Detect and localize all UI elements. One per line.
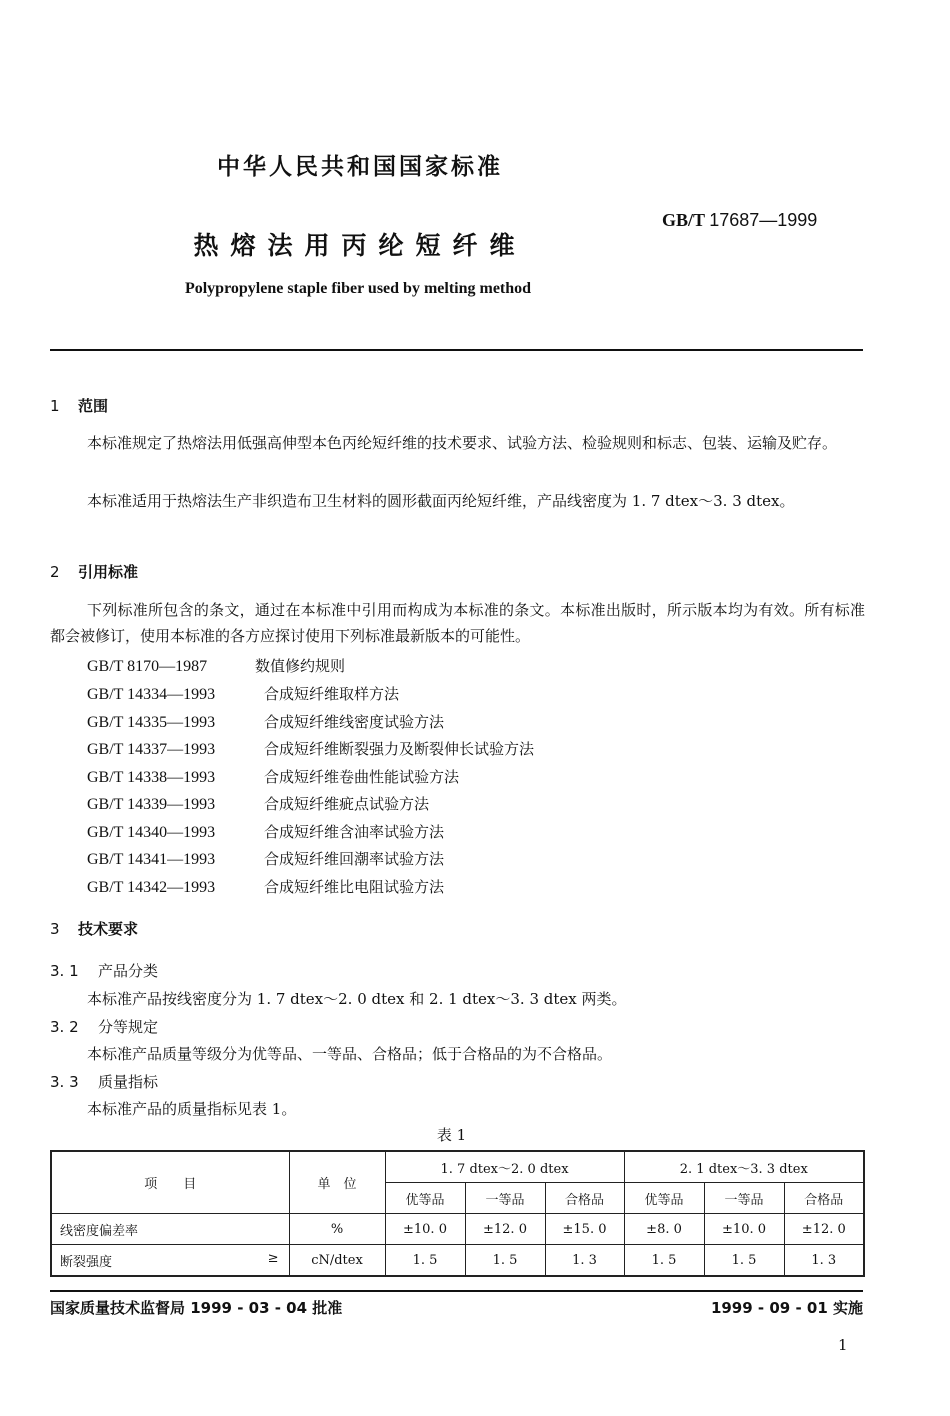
section-number: 1	[50, 397, 60, 415]
subsection-3-1-text: 本标准产品按线密度分为 1. 7 dtex～2. 0 dtex 和 2. 1 dtex～3. 3 dtex 两类。	[87, 990, 627, 1008]
row-unit: cN/dtex	[289, 1245, 385, 1277]
reference-name: 合成短纤维卷曲性能试验方法	[264, 768, 460, 786]
row-item-label: 线密度偏差率	[60, 1223, 139, 1239]
reference-code: GB/T 14334—1993	[87, 686, 216, 703]
subsection-3-2-text: 本标准产品质量等级分为优等品、一等品、合格品；低于合格品的为不合格品。	[87, 1045, 613, 1063]
header-divider	[50, 349, 863, 351]
section-title: 引用标准	[78, 563, 139, 581]
reference-code: GB/T 14338—1993	[87, 769, 216, 786]
header-group-1: 1. 7 dtex～2. 0 dtex	[385, 1151, 624, 1183]
section-title: 技术要求	[78, 920, 139, 938]
standard-code-prefix: GB/T	[662, 210, 705, 230]
quality-table	[50, 1150, 865, 1277]
reference-code: GB/T 14339—1993	[87, 796, 216, 813]
reference-name: 合成短纤维断裂强力及断裂伸长试验方法	[264, 740, 535, 758]
row-value: ±12. 0	[784, 1214, 864, 1245]
reference-name: 数值修约规则	[255, 657, 346, 675]
subsection-3-3-heading	[50, 1071, 158, 1092]
table-row	[51, 1214, 864, 1245]
table-header-row	[51, 1151, 864, 1183]
reference-code: GB/T 14340—1993	[87, 824, 216, 841]
reference-code: GB/T 8170—1987	[87, 658, 208, 675]
subsection-3-1-heading	[50, 960, 158, 981]
row-value: ±15. 0	[545, 1214, 624, 1245]
row-value: 1. 5	[704, 1245, 784, 1277]
section-title: 范围	[78, 397, 109, 415]
subsection-number: 3. 3	[50, 1073, 79, 1091]
reference-name: 合成短纤维比电阻试验方法	[264, 878, 445, 896]
subsection-title: 质量指标	[98, 1073, 159, 1091]
subsection-number: 3. 2	[50, 1018, 79, 1036]
reference-name: 合成短纤维含油率试验方法	[264, 823, 445, 841]
row-value: ±12. 0	[465, 1214, 545, 1245]
reference-item	[87, 738, 534, 759]
reference-item	[87, 793, 429, 814]
reference-item	[87, 821, 444, 842]
reference-name: 合成短纤维回潮率试验方法	[264, 850, 445, 868]
header-item: 项 目	[51, 1151, 289, 1214]
row-item	[51, 1214, 289, 1245]
reference-item	[87, 655, 345, 676]
section-1-paragraph-2: 本标准适用于热熔法生产非织造布卫生材料的圆形截面丙纶短纤维，产品线密度为 1. 7 dtex～3. 3 dtex。	[87, 492, 795, 510]
section-number: 2	[50, 563, 60, 581]
national-standard-heading: 中华人民共和国国家标准	[217, 154, 503, 180]
reference-item	[87, 766, 459, 787]
standard-code-number: 17687—1999	[709, 210, 818, 230]
table-caption: 表 1	[436, 1126, 467, 1144]
reference-code: GB/T 14337—1993	[87, 741, 216, 758]
reference-name: 合成短纤维取样方法	[264, 685, 400, 703]
footer-divider	[50, 1290, 863, 1292]
header-grade: 合格品	[784, 1183, 864, 1214]
subsection-3-3-text: 本标准产品的质量指标见表 1。	[87, 1100, 297, 1118]
row-value: 1. 5	[624, 1245, 704, 1277]
approval-note: 国家质量技术监督局 1999 - 03 - 04 批准	[50, 1299, 343, 1317]
reference-item	[87, 683, 399, 704]
header-group-2: 2. 1 dtex～3. 3 dtex	[624, 1151, 864, 1183]
row-item-label: 断裂强度	[60, 1254, 113, 1270]
row-value: 1. 3	[545, 1245, 624, 1277]
table-row	[51, 1245, 864, 1277]
section-3-heading	[50, 918, 138, 939]
implementation-note: 1999 - 09 - 01 实施	[710, 1299, 863, 1317]
row-value: 1. 5	[385, 1245, 465, 1277]
row-value: 1. 3	[784, 1245, 864, 1277]
reference-name: 合成短纤维线密度试验方法	[264, 713, 445, 731]
subsection-number: 3. 1	[50, 962, 79, 980]
reference-item	[87, 848, 444, 869]
page-number: 1	[838, 1336, 848, 1354]
reference-code: GB/T 14342—1993	[87, 879, 216, 896]
reference-item	[87, 876, 444, 897]
row-value: ±10. 0	[704, 1214, 784, 1245]
section-number: 3	[50, 920, 60, 938]
subsection-title: 产品分类	[98, 962, 159, 980]
section-2-paragraph: 下列标准所包含的条文，通过在本标准中引用而构成为本标准的条文。本标准出版时，所示版本均为有效。所有标准都会被修订，使用本标准的各方应探讨使用下列标准最新版本的可能性。	[50, 601, 865, 645]
row-item	[51, 1245, 289, 1277]
header-grade: 优等品	[385, 1183, 465, 1214]
reference-code: GB/T 14341—1993	[87, 851, 216, 868]
reference-code: GB/T 14335—1993	[87, 714, 216, 731]
row-value: 1. 5	[465, 1245, 545, 1277]
row-item-symbol: ≥	[267, 1250, 279, 1266]
document-title-en: Polypropylene staple fiber used by melting method	[184, 280, 532, 297]
subsection-3-2-heading	[50, 1016, 158, 1037]
reference-name: 合成短纤维疵点试验方法	[264, 795, 430, 813]
section-1-heading	[50, 395, 108, 416]
reference-item	[87, 711, 444, 732]
header-unit: 单 位	[289, 1151, 385, 1214]
row-unit: %	[289, 1214, 385, 1245]
header-grade: 一等品	[465, 1183, 545, 1214]
header-grade: 合格品	[545, 1183, 624, 1214]
section-2-heading	[50, 561, 138, 582]
section-1-paragraph-1: 本标准规定了热熔法用低强高伸型本色丙纶短纤维的技术要求、试验方法、检验规则和标志、包装、运输及贮存。	[87, 434, 838, 452]
row-value: ±10. 0	[385, 1214, 465, 1245]
document-title-cn: 热熔法用丙纶短纤维	[193, 231, 527, 260]
header-grade: 优等品	[624, 1183, 704, 1214]
subsection-title: 分等规定	[98, 1018, 159, 1036]
row-value: ±8. 0	[624, 1214, 704, 1245]
header-grade: 一等品	[704, 1183, 784, 1214]
